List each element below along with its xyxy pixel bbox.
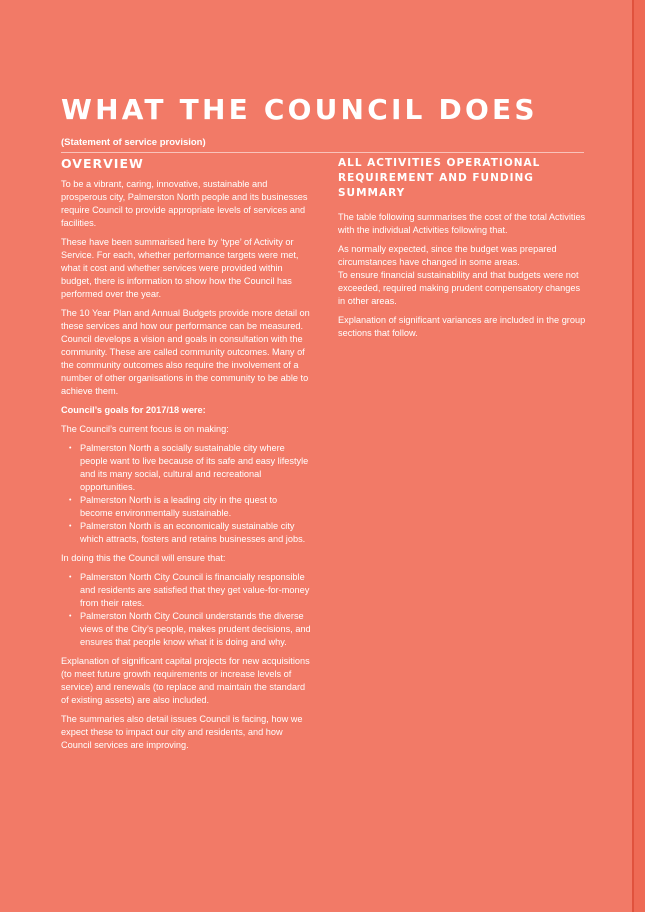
page-edge-stripe [632,0,645,912]
page-subtitle: (Statement of service provision) [61,137,206,148]
overview-heading: OVERVIEW [61,156,144,171]
activities-paragraph: To ensure financial sustainability and that budgets were not exceeded, required making prudent compensatory changes in other areas. [338,270,581,306]
summaries-paragraph: The summaries also detail issues Council is facing, how we expect these to impact our city and residents, and how Council services are improving. [61,714,303,750]
list-item: • Palmerston North City Council understands the diverse views of the City’s people, makes prudent decisions, and ensures that people know what it is doing and why. [61,610,311,649]
activities-heading: ALL ACTIVITIES OPERATIONAL REQUIREMENT AND FUNDING SUMMARY [338,157,541,199]
list-item: • Palmerston North is a leading city in the quest to become environmentally sustainable. [61,494,311,520]
list-item: • Palmerston North a socially sustainable city where people want to live because of its safe and easy lifestyle and its many social, cultural and recreational opportunities. [61,442,311,494]
list-item: • Palmerston North City Council is financially responsible and residents are satisfied that they get value-for-money from their rates. [61,571,311,610]
goals-heading: Council’s goals for 2017/18 were: [61,405,206,415]
page-title: WHAT THE COUNCIL DOES [61,93,538,126]
focus-intro: The Council’s current focus is on making: [61,424,229,434]
focus-list [61,442,311,546]
ensure-list [61,571,311,649]
activities-column [338,156,588,346]
capital-projects-paragraph: Explanation of significant capital projects for new acquisitions (to meet future growth requirements or increase levels of service) and renewals (to replace and maintain the standard of existing assets) are also included. [61,656,310,705]
title-divider [61,152,584,153]
overview-paragraph: These have been summarised here by ‘type’ of Activity or Service. For each, whether performance targets were met, what it cost and whether services were provided within budget, there is information to show how the Council has performed over the year. [61,237,299,299]
activities-paragraph: As normally expected, since the budget was prepared circumstances have changed in some areas. [338,244,557,267]
list-item: • Palmerston North is an economically sustainable city which attracts, fosters and retains businesses and jobs. [61,520,311,546]
overview-paragraph: To be a vibrant, caring, innovative, sustainable and prosperous city, Palmerston North people and its businesses require Council to provide appropriate levels of services and facilities. [61,179,308,228]
activities-paragraph: Explanation of significant variances are included in the group sections that follow. [338,315,586,338]
overview-column [61,156,311,758]
activities-paragraph: The table following summarises the cost of the total Activities with the individual Activities following that. [338,212,586,235]
overview-paragraph: The 10 Year Plan and Annual Budgets provide more detail on these services and how our performance can be measured. Council develops a vision and goals in consultation with the community. These are called community outcomes. Many of the community outcomes also require the involvement of a number of other organisations in the community to be able to achieve them. [61,308,310,396]
ensure-intro: In doing this the Council will ensure that: [61,553,226,563]
